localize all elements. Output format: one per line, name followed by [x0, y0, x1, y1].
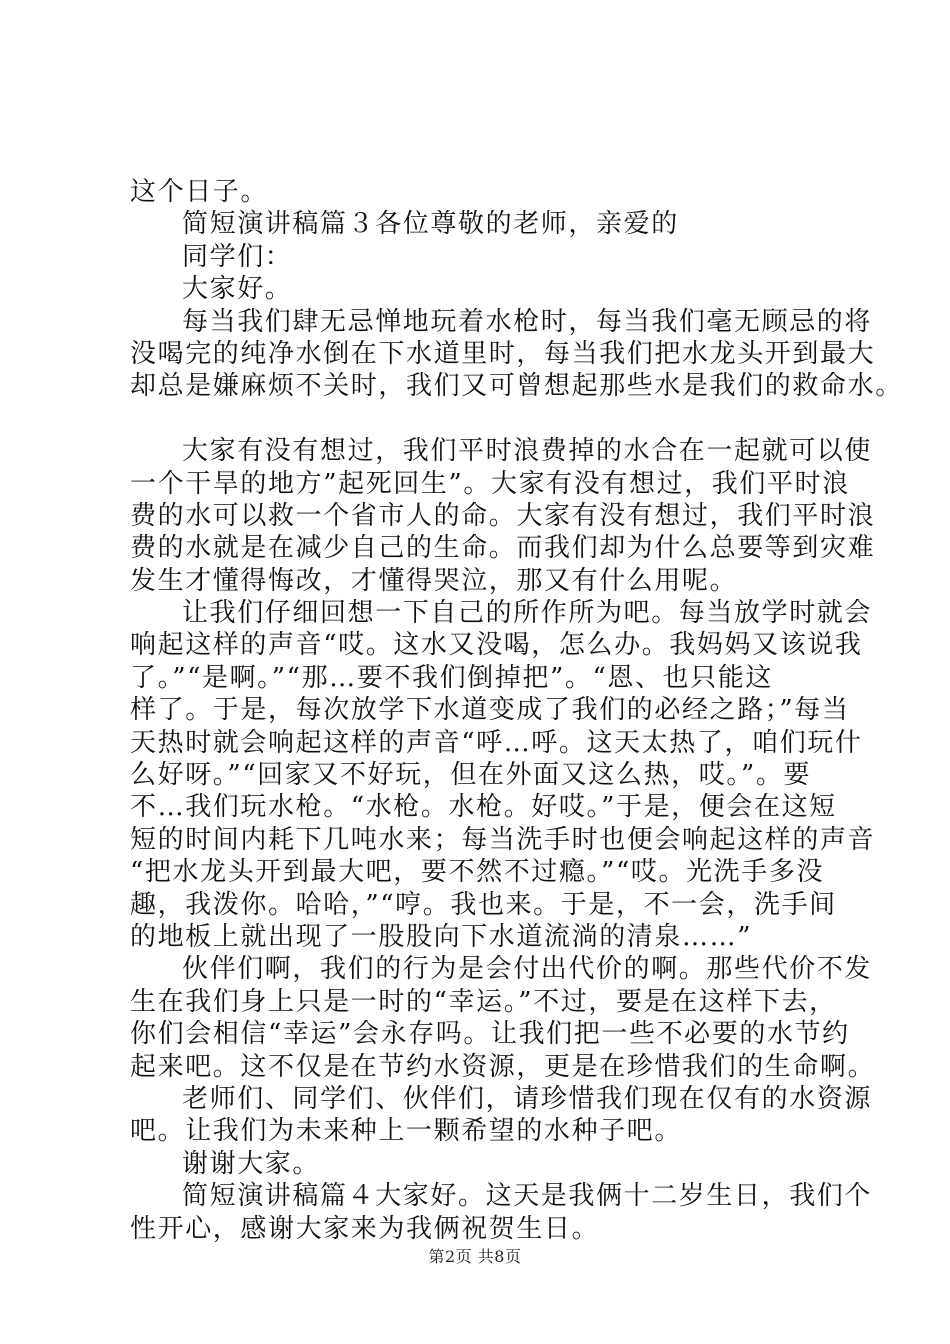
- text-line: 让我们仔细回想一下自己的所作所为吧。每当放学时就会: [182, 598, 873, 629]
- blank-line: [130, 403, 850, 435]
- text-line: 的地板上就出现了一股股向下水道流淌的清泉……”: [130, 921, 753, 952]
- text-line: 简短演讲稿篇３各位尊敬的老师，亲爱的: [182, 209, 679, 240]
- text-line: 没喝完的纯净水倒在下水道里时，每当我们把水龙头开到最大: [130, 338, 876, 369]
- text-line: 不…我们玩水枪。“水枪。水枪。好哎。”于是，便会在这短: [130, 792, 837, 823]
- text-line: 同学们：: [182, 241, 293, 272]
- text-line: 大家好。: [182, 274, 293, 305]
- text-line: 老师们、同学们、伙伴们，请珍惜我们现在仅有的水资源: [182, 1083, 873, 1114]
- text-line: 发生才懂得悔改，才懂得哭泣，那又有什么用呢。: [130, 565, 738, 596]
- text-line: 生在我们身上只是一时的“幸运。”不过，要是在这样下去，: [130, 986, 837, 1017]
- text-line: 了。”“是啊。”“那…要不我们倒掉把”。“恩、也只能这: [130, 662, 773, 693]
- text-line: 大家有没有想过，我们平时浪费掉的水合在一起就可以使: [182, 436, 873, 467]
- text-line: 么好呀。”“回家又不好玩，但在外面又这么热，哎。”。要: [130, 760, 812, 791]
- text-line: 简短演讲稿篇４大家好。这天是我俩十二岁生日，我们个: [182, 1181, 873, 1212]
- document-body: [130, 176, 903, 1245]
- page-footer: 第2页 共8页: [428, 1247, 522, 1266]
- text-line: 伙伴们啊，我们的行为是会付出代价的啊。那些代价不发: [182, 954, 873, 985]
- text-line: 一个干旱的地方”起死回生”。大家有没有想过，我们平时浪: [130, 468, 850, 499]
- text-line: 性开心，感谢大家来为我俩祝贺生日。: [130, 1213, 600, 1244]
- text-line: 费的水可以救一个省市人的命。大家有没有想过，我们平时浪: [130, 500, 876, 531]
- text-line: 却总是嫌麻烦不关时，我们又可曾想起那些水是我们的救命水。: [130, 371, 903, 402]
- text-line: 天热时就会响起这样的声音“呼…呼。这天太热了，咱们玩什: [130, 727, 863, 758]
- text-line: 响起这样的声音“哎。这水又没喝，怎么办。我妈妈又该说我: [130, 630, 863, 661]
- text-line: 这个日子。: [130, 177, 269, 207]
- text-line: 起来吧。这不仅是在节约水资源，更是在珍惜我们的生命啊。: [130, 1051, 876, 1082]
- text-line: 趣，我泼你。哈哈，”“哼。我也来。于是，不一会，洗手间: [130, 889, 837, 920]
- text-line: 每当我们肆无忌惮地玩着水枪时，每当我们毫无顾忌的将: [182, 306, 873, 337]
- text-line: 短的时间内耗下几吨水来；每当洗手时也便会响起这样的声音: [130, 824, 876, 855]
- text-line: 样了。于是，每次放学下水道变成了我们的必经之路；”每当: [130, 695, 850, 726]
- text-line: “把水龙头开到最大吧，要不然不过瘾。”“哎。光洗手多没: [130, 857, 825, 888]
- text-line: 吧。让我们为未来种上一颗希望的水种子吧。: [130, 1116, 683, 1147]
- text-line: 谢谢大家。: [182, 1148, 321, 1179]
- text-line: 费的水就是在减少自己的生命。而我们却为什么总要等到灾难: [130, 533, 876, 564]
- text-line: 你们会相信“幸运”会永存吗。让我们把一些不必要的水节约: [130, 1019, 850, 1050]
